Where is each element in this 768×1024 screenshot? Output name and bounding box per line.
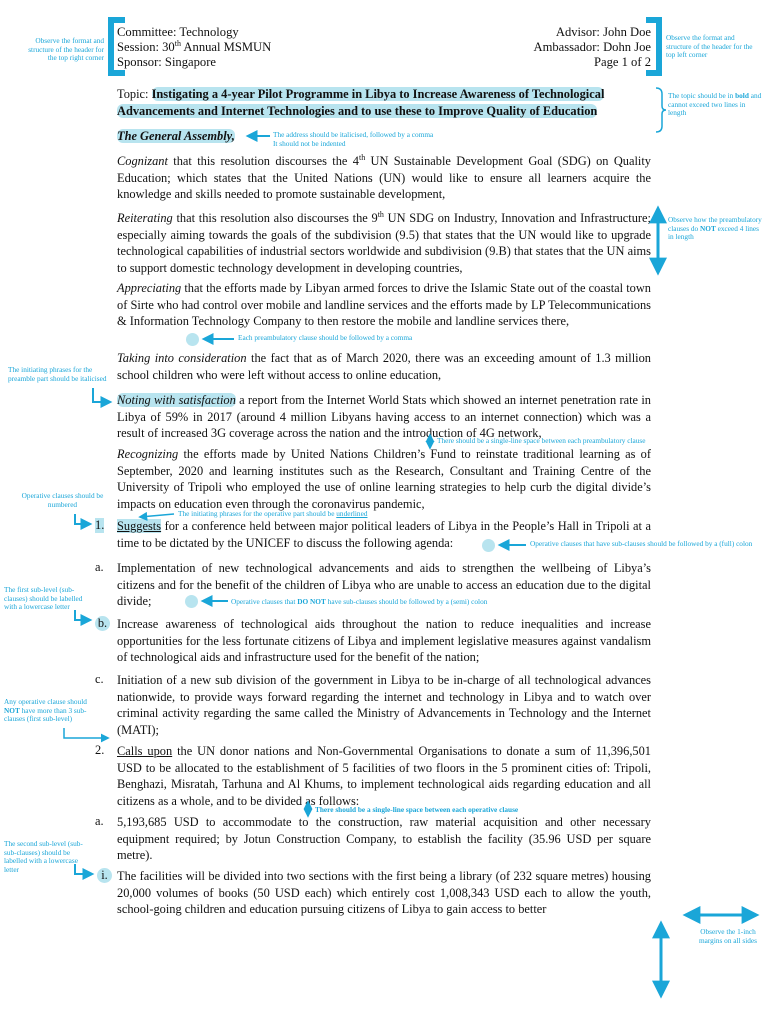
operative-number-2: 2. [95,743,105,757]
operative-clause-1: Suggests for a conference held between major political leaders of Libya in the People’s Hall in Tripoli at a time to be dictated by the UNICEF to discuss the following agenda: [117,519,651,550]
sub-clause-letter: a. [95,560,104,574]
numbered-arrow [75,514,90,524]
second-sub-arrow [75,864,92,874]
note-comma: Each preambulatory clause should be followed by a comma [238,333,413,342]
max-subclause-arrow [64,728,108,738]
note-italic-phrase: The initiating phrases for the preamble part should be italicised [8,365,107,383]
header-session: Session: 30th Annual MSMUN [117,38,272,54]
first-sub-arrow [75,610,90,620]
preamb-clause-5: Noting with satisfaction a report from the Internet World Stats which showed an internet penetration rate in Libya of 59% in 2017 (around 4 million Libyans having access to an internet connection) which was a result of increased 3G coverage across the nation and the introduction of 4G network, [117,393,651,440]
address: The General Assembly, [117,129,235,143]
topic-line-2: Advancements and Internet Technologies and to use these to Improve Quality of Education [117,103,598,118]
header-committee: Committee: Technology [117,25,239,39]
topic-line-1: Instigating a 4-year Pilot Programme in Libya to Increase Awareness of Technological [151,87,605,101]
note-topic: The topic should be in bold and cannot exceed two lines in length [668,91,762,118]
note-first-sub: The first sub-level (sub-clauses) should be labelled with a lowercase letter [4,585,83,612]
note-full-colon: Operative clauses that have sub-clauses should be followed by a (full) colon [530,539,753,548]
note-margins: Observe the 1-inch margins on all sides [698,927,758,945]
header-advisor: Advisor: John Doe [555,25,651,39]
note-semi-colon: Operative clauses that DO NOT have sub-clauses should be followed by a (semi) colon [231,597,488,606]
sub-sub-clause-numeral: i. [97,868,112,883]
preamb-clause-2: Reiterating that this resolution also discourses the 9th UN SDG on Industry, Innovation and Infrastructure; especially aiming towards the goals of the subdivision (9.5) that states that the UN would like to upgrade technological capabilities of industrial sectors worldwide and subdivision (9.B) that states that the UN aims to support domestic technology development in developing countries, [117,209,651,275]
operative-1-sub-b: Increase awareness of technological aids throughout the nation to reduce inequalities and increase opportunities for the less fortunate citizens of Libya and implement legislative measures against vandalism of technological aids and infrastructure used for the benefit of the nation; [117,617,651,664]
topic-brace [656,88,666,132]
preamb-clause-6: Recognizing the efforts made by United Nations Children’s Fund to reinstate traditional learning as of September, 2020 and learning institutes such as the Research, Consultant and Training Centre of the University of Tripoli who employed the use of online learning strategies to help curb the digital divide’s impacts on education even through the coronavirus pandemic, [117,447,651,511]
operative-1-sub-c: Initiation of a new sub division of the government in Libya to be in-charge of all technological advances nationwide, to provide ways forward regarding the internet and technology in Libya and to watch over criminal activity regarding the same called the Ministry of Advancements in Technology and the Internet (MATI); [117,673,651,737]
preamb-clause-1: Cognizant that this resolution discourses the 4th UN Sustainable Development Goal (SDG) on Quality Education; which states that the United Nations (UN) would like to ensure all learners acquire the knowledge and skills needed to promote sustainable development, [117,152,652,201]
preamb-clause-4: Taking into consideration the fact that as of March 2020, there was an exceeding amount of 1.3 million school children who were left without access to online education, [117,351,651,382]
note-numbered: Operative clauses should be numbered [21,491,104,509]
note-header-right: Observe the format and structure of the header for the top left corner [666,33,753,60]
operative-clause-2: Calls upon the UN donor nations and Non-Governmental Organisations to donate a sum of 11,396,501 USD to be allocated to the establishment of 5 facilities of two floors in the 5 prominent cities of: Tripoli, Benghazi, Misratah, Tarhuna and Al Khums, to implement technological aids regarding education and all citizens as a whole, and to be divided as follows: [117,744,651,808]
header-left-bracket [111,20,125,73]
note-preamb-length: Observe how the preambulatory clauses do NOT exceed 4 lines in length [668,215,762,242]
operative-2-sub-a: 5,193,685 USD to accommodate to the construction, raw material acquisition and other necessary equipment required; by Jotun Construction Company, to establish the facility (35.96 USD per square metre). [117,815,651,862]
underlined-arrow [140,514,174,517]
note-single-line-operative: There should be a single-line space between each operative clause [315,805,519,814]
note-second-sub: The second sub-level (sub-sub-clauses) should be labelled with a lowercase letter [4,839,83,874]
header-right-bracket [646,20,659,73]
header-sponsor: Sponsor: Singapore [117,55,216,69]
note-underlined: The initiating phrases for the operative part should be underlined [178,509,368,518]
operative-2-sub-i: The facilities will be divided into two sections with the first being a library (of 232 square metres) housing 20,000 volumes of books (50 USD each) which entirely cost 1,008,343 USD each to allow the youth, school-going children and education pursuing citizens of Libya to gain access to better [117,869,651,916]
preamb-clause-3: Appreciating that the efforts made by Libyan armed forces to drive the Islamic State out of the coastal town of Sirte who had control over mobile and landline services and the efforts made by LP Telecommunications & Information Technology Company to then restore the mobile and landline services there, [117,281,651,328]
note-max-subclauses: Any operative clause should NOT have more than 3 sub-clauses (first sub-level) [4,697,87,724]
topic: Topic: Instigating a 4-year Pilot Programme in Libya to Increase Awareness of Technological Advancements and Internet Technologies and to use these to Improve Quality of Education [117,87,605,118]
note-address: The address should be italicised, followed by a comma It should not be indented [273,130,434,148]
header-page-number: Page 1 of 2 [593,55,651,69]
operative-number-1: 1. [95,518,105,532]
note-header-left: Observe the format and structure of the header for the top right corner [28,36,104,63]
italic-phrase-arrow [93,388,110,402]
sub-clause-letter: a. [95,814,104,828]
note-single-line-preamb: There should be a single-line space between each preambulatory clause [437,436,646,445]
sub-clause-letter: c. [95,672,104,686]
header-ambassador: Ambassador: Dohn Joe [533,40,651,54]
operative-1-sub-a: Implementation of new technological advancements and aids to strengthen the wellbeing of Libya’s citizens and for the benefit of the children of Libya who are unable to access an education due to the digital divide; [117,561,651,608]
sub-clause-letter: b. [95,616,110,631]
